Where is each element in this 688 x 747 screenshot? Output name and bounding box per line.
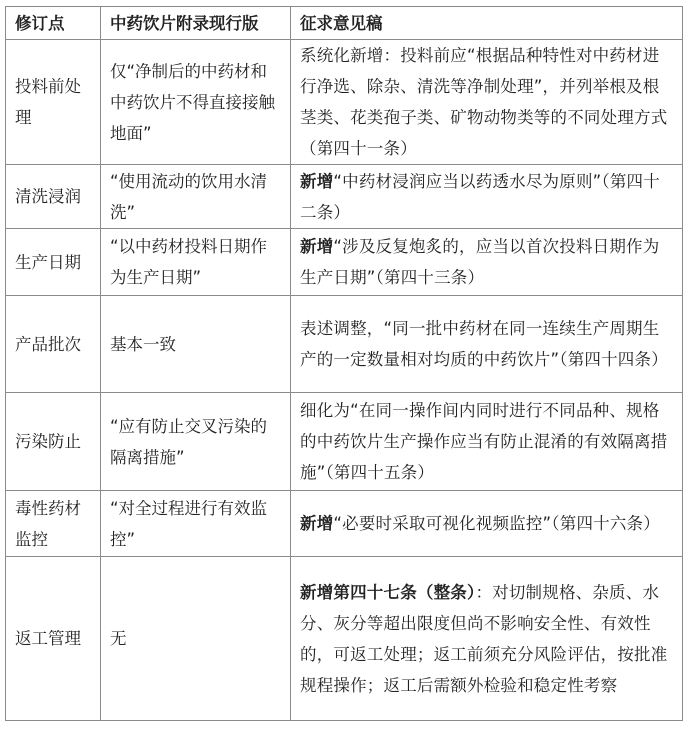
revision-point-cell: 清洗浸润 — [6, 165, 101, 229]
revision-point-cell: 毒性药材监控 — [6, 491, 101, 557]
draft-highlight: 新增 — [300, 237, 334, 256]
current-version-cell: 无 — [101, 557, 291, 721]
table-row — [6, 165, 683, 229]
current-version-cell: 仅“净制后的中药材和中药饮片不得直接接触地面” — [101, 40, 291, 165]
draft-text: “必要时采取可视化视频监控”（第四十六条） — [333, 514, 660, 533]
draft-highlight: 新增 — [300, 514, 334, 533]
table-row — [6, 557, 683, 721]
table-header-row — [6, 7, 683, 40]
revision-point-cell: 产品批次 — [6, 296, 101, 393]
table-row — [6, 40, 683, 165]
header-current-version: 中药饮片附录现行版 — [101, 7, 291, 40]
revision-point-cell: 返工管理 — [6, 557, 101, 721]
revision-point-cell: 污染防止 — [6, 393, 101, 491]
draft-version-cell — [291, 165, 683, 229]
draft-highlight: 新增 — [300, 171, 334, 191]
draft-text: 细化为“在同一操作间内同时进行不同品种、规格的中药饮片生产操作应当有防止混淆的有效隔离措施”（第四十五条） — [300, 401, 668, 482]
table-row — [6, 491, 683, 557]
table-row — [6, 393, 683, 491]
current-version-cell: “对全过程进行有效监控” — [101, 491, 291, 557]
draft-version-cell — [291, 557, 683, 721]
draft-version-cell — [291, 296, 683, 393]
revision-point-cell: 投料前处理 — [6, 40, 101, 165]
header-revision-point: 修订点 — [6, 7, 101, 40]
draft-version-cell — [291, 491, 683, 557]
draft-version-cell — [291, 229, 683, 296]
current-version-cell: “使用流动的饮用水清洗” — [101, 165, 291, 229]
current-version-cell: “应有防止交叉污染的隔离措施” — [101, 393, 291, 491]
draft-text: 表述调整，“同一批中药材在同一连续生产周期生产的一定数量相对均质的中药饮片”（第四十四条） — [300, 319, 668, 369]
draft-text: “涉及反复炮炙的，应当以首次投料日期作为生产日期”（第四十三条） — [300, 237, 660, 287]
draft-version-cell — [291, 393, 683, 491]
draft-text: “中药材浸润应当以药透水尽为原则”（第四十二条） — [300, 171, 660, 222]
current-version-cell: “以中药材投料日期作为生产日期” — [101, 229, 291, 296]
draft-text: 系统化新增：投料前应“根据品种特性对中药材进行净选、除杂、清洗等净制处理”，并列举根及根茎类、花类孢子类、矿物动物类等的不同处理方式（第四十一条） — [300, 46, 668, 158]
draft-text: ：对切制规格、杂质、水分、灰分等超出限度但尚不影响安全性、有效性的，可返工处理；返工前须充分风险评估，按批准规程操作；返工后需额外检验和稳定性考察 — [300, 582, 668, 695]
draft-version-cell — [291, 40, 683, 165]
current-version-cell: 基本一致 — [101, 296, 291, 393]
revision-comparison-table — [5, 6, 683, 721]
header-draft-version: 征求意见稿 — [291, 7, 683, 40]
table-row — [6, 229, 683, 296]
draft-highlight: 新增第四十七条（整条） — [300, 582, 476, 602]
revision-point-cell: 生产日期 — [6, 229, 101, 296]
table-row — [6, 296, 683, 393]
